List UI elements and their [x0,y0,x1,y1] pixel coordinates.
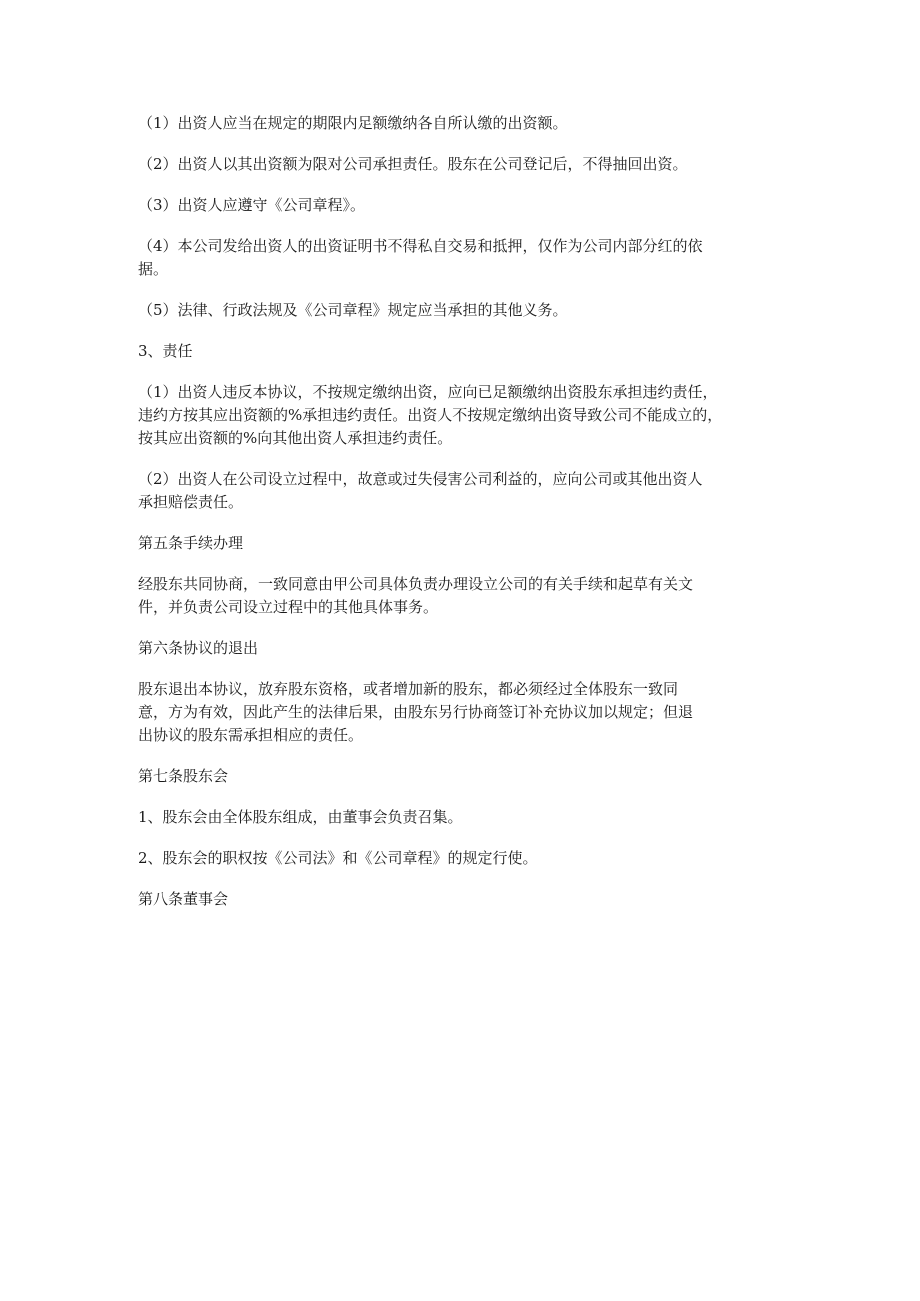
text-line: 据。 [138,260,169,278]
obligation-item-5 [138,299,798,322]
text-line: （4）本公司发给出资人的出资证明书不得私自交易和抵押，仅作为公司内部分红的依 [138,237,703,255]
text-line: 第八条董事会 [138,890,229,908]
article-5-heading [138,532,798,555]
obligation-item-4 [138,235,798,281]
text-line: 违约方按其应出资额的%承担违约责任。出资人不按规定缴纳出资导致公司不能成立的， [138,406,723,424]
text-line: 件，并负责公司设立过程中的其他具体事务。 [138,598,439,616]
text-line: 出协议的股东需承担相应的责任。 [138,726,364,744]
text-line: （2）出资人以其出资额为限对公司承担责任。股东在公司登记后，不得抽回出资。 [138,155,688,173]
article-8-heading [138,888,798,911]
article-7-heading [138,765,798,788]
text-line: 2、股东会的职权按《公司法》和《公司章程》的规定行使。 [138,849,538,867]
text-line: 承担赔偿责任。 [138,493,244,511]
text-line: 股东退出本协议，放弃股东资格，或者增加新的股东，都必须经过全体股东一致同 [138,680,679,698]
obligation-item-1 [138,112,798,135]
article-5-body [138,573,798,619]
text-line: （5）法律、行政法规及《公司章程》规定应当承担的其他义务。 [138,301,568,319]
document-body [138,112,798,929]
obligation-item-3 [138,194,798,217]
text-line: （1）出资人应当在规定的期限内足额缴纳各自所认缴的出资额。 [138,114,568,132]
text-line: 第五条手续办理 [138,534,244,552]
text-line: （3）出资人应遵守《公司章程》。 [138,196,366,214]
article-7-item-1 [138,806,798,829]
text-line: 按其应出资额的%向其他出资人承担违约责任。 [138,429,453,447]
text-line: 3、责任 [138,342,193,360]
text-line: 意，方为有效，因此产生的法律后果，由股东另行协商签订补充协议加以规定；但退 [138,703,694,721]
section-heading-liability [138,340,798,363]
article-6-body [138,678,798,747]
text-line: 第七条股东会 [138,767,229,785]
liability-item-1 [138,381,798,450]
article-7-item-2 [138,847,798,870]
text-line: （1）出资人违反本协议，不按规定缴纳出资，应向已足额缴纳出资股东承担违约责任， [138,383,718,401]
text-line: （2）出资人在公司设立过程中，故意或过失侵害公司利益的，应向公司或其他出资人 [138,470,703,488]
text-line: 1、股东会由全体股东组成，由董事会负责召集。 [138,808,463,826]
obligation-item-2 [138,153,798,176]
text-line: 第六条协议的退出 [138,639,259,657]
article-6-heading [138,637,798,660]
text-line: 经股东共同协商，一致同意由甲公司具体负责办理设立公司的有关手续和起草有关文 [138,575,694,593]
liability-item-2 [138,468,798,514]
